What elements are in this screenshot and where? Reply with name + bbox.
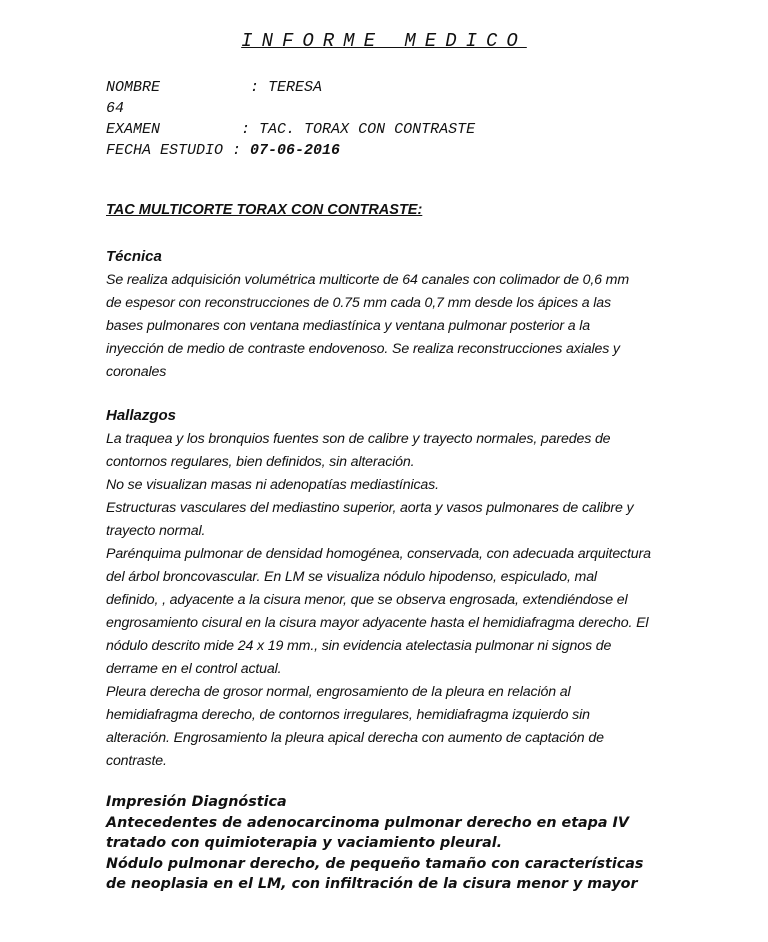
hallazgos-line: derrame en el control actual. — [106, 661, 282, 677]
hallazgos-line: No se visualizan masas ni adenopatías mediastínicas. — [106, 477, 439, 493]
tecnica-heading: Técnica — [106, 248, 162, 265]
nombre-label: NOMBRE — [106, 79, 161, 96]
impresion-line: tratado con quimioterapia y vaciamiento pleural. — [106, 835, 503, 851]
tecnica-body — [106, 269, 676, 384]
impresion-line: de neoplasia en el LM, con infiltración de la cisura menor y mayor — [106, 876, 638, 892]
nombre-value: TERESA — [268, 79, 323, 96]
examen-label: EXAMEN — [106, 121, 161, 138]
hallazgos-line: Parénquima pulmonar de densidad homogénea, conservada, con adecuada arquitectura — [106, 546, 651, 562]
hallazgos-line: contornos regulares, bien definidos, sin alteración. — [106, 454, 415, 470]
impresion-section — [106, 792, 706, 895]
impresion-heading: Impresión Diagnóstica — [106, 794, 287, 810]
report-title: INFORME MEDICO — [241, 30, 527, 52]
header-nombre-row: NOMBRE : TERESA — [106, 79, 323, 96]
hallazgos-body — [106, 428, 676, 773]
fecha-value: 07-06-2016 — [250, 142, 341, 159]
hallazgos-line: Estructuras vasculares del mediastino superior, aorta y vasos pulmonares de calibre y — [106, 500, 634, 516]
hallazgos-line: hemidiafragma derecho, de contornos irregulares, hemidiafragma izquierdo sin — [106, 707, 590, 723]
impresion-line: Antecedentes de adenocarcinoma pulmonar derecho en etapa IV — [106, 814, 629, 831]
impresion-line: Nódulo pulmonar derecho, de pequeño tamaño con características — [106, 855, 644, 872]
fecha-label: FECHA ESTUDIO — [106, 142, 224, 159]
hallazgos-line: contraste. — [106, 753, 167, 769]
tecnica-line: coronales — [106, 364, 167, 380]
tecnica-line: Se realiza adquisición volumétrica multicorte de 64 canales con colimador de 0,6 mm — [106, 272, 629, 288]
hallazgos-line: nódulo descrito mide 24 x 19 mm., sin evidencia atelectasia pulmonar ni signos de — [106, 638, 612, 654]
tecnica-line: bases pulmonares con ventana mediastínica y ventana pulmonar posterior a la — [106, 318, 591, 334]
tecnica-line: inyección de medio de contraste endovenoso. Se realiza reconstrucciones axiales y — [106, 341, 620, 357]
hallazgos-heading: Hallazgos — [106, 407, 177, 424]
hallazgos-line: Pleura derecha de grosor normal, engrosamiento de la pleura en relación al — [106, 684, 571, 700]
hallazgos-line: trayecto normal. — [106, 523, 206, 539]
header-fecha-row: FECHA ESTUDIO : 07-06-2016 — [106, 142, 341, 159]
hallazgos-line: engrosamiento cisural en la cisura mayor adyacente hasta el hemidiafragma derecho. El — [106, 615, 649, 631]
study-title: TAC MULTICORTE TORAX CON CONTRASTE: — [106, 202, 423, 218]
header-age: 64 — [106, 100, 125, 117]
hallazgos-line: alteración. Engrosamiento la pleura apical derecha con aumento de captación de — [106, 730, 604, 746]
hallazgos-line: definido, , adyacente a la cisura menor, que se observa engrosada, extendiéndose el — [106, 592, 628, 608]
header-examen-row: EXAMEN : TAC. TORAX CON CONTRASTE — [106, 121, 476, 138]
hallazgos-line: La traquea y los bronquios fuentes son de calibre y trayecto normales, paredes de — [106, 431, 611, 447]
tecnica-line: de espesor con reconstrucciones de 0.75 mm cada 0,7 mm desde los ápices a las — [106, 295, 611, 311]
examen-value: TAC. TORAX CON CONTRASTE — [259, 121, 476, 138]
hallazgos-line: del árbol broncovascular. En LM se visualiza nódulo hipodenso, espiculado, mal — [106, 569, 597, 585]
